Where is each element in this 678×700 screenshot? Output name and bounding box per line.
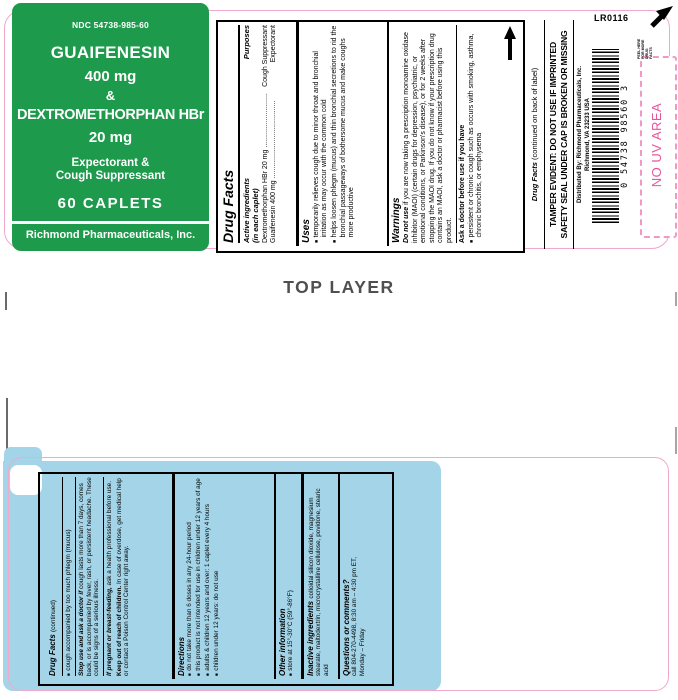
cut-mark (675, 427, 677, 454)
rule (103, 477, 104, 676)
keep-away-paragraph (116, 477, 131, 676)
distributor-line-2: Richmond, VA 23233 USA (584, 97, 591, 172)
pregnant-paragraph (106, 477, 114, 676)
stop-use-text: cough lasts more than 7 days, comes back, or is accompanied by fever, rash, or persistent headache. These could be signs of a serious illness. (77, 477, 101, 676)
keep-away-text: In case of overdose, get medical help or contact a Poison Control Center right away. (115, 478, 131, 676)
top-layer-caption: TOP LAYER (283, 277, 395, 297)
inactive-ingredients-text: colloidal silicon dioxide, magnesium stearate, maltodextrin, microcrystalline cellulose, povidone, stearic acid (307, 488, 330, 676)
directions-item (195, 477, 203, 676)
purposes-heading: Purposes (241, 25, 251, 60)
barcode-number: 0 54738 98560 3 (620, 84, 630, 188)
bullet-icon: ■ (214, 673, 220, 676)
peel-line: FACTS (649, 47, 654, 59)
pregnant-lead: If pregnant or breast-feeding, (105, 585, 113, 676)
back-continued-rest: (continued) (50, 600, 57, 632)
drug-facts-actives-section (218, 22, 296, 246)
back-drug-facts-box (38, 472, 394, 686)
cut-mark (6, 398, 8, 451)
directions-text: adults & children 12 years and over: 1 caplet every 4 hours (204, 504, 212, 671)
storage-item (287, 477, 295, 676)
bullet-icon: ■ (288, 673, 293, 676)
rule (573, 20, 574, 249)
bullet-icon: ■ (332, 239, 339, 243)
bullet-icon: ■ (468, 239, 475, 243)
active-name: Guaifenesin 400 mg (270, 180, 278, 243)
ndc-code: NDC 54738-985-60 (72, 20, 149, 30)
arrow-head (504, 26, 516, 39)
bullet-icon: ■ (313, 239, 320, 243)
active-row (270, 25, 279, 243)
continued-lead: Drug Facts (530, 159, 539, 202)
directions-text: do not take more than 6 doses in any 24-hour period (185, 522, 193, 671)
ask-doctor-lead: Ask a doctor before use if you have (459, 124, 467, 243)
inactive-ingredients-section (304, 474, 338, 679)
peel-corner-arrow-icon (648, 6, 674, 35)
continued-rest: (continued on back of label) (530, 67, 539, 160)
barcode-bars (592, 49, 619, 223)
rule (544, 20, 545, 249)
inactive-ingredients-heading: Inactive ingredients (305, 598, 315, 676)
other-information-section (276, 474, 301, 679)
questions-heading: Questions or comments? (342, 579, 351, 676)
divider-rule (12, 221, 209, 224)
warnings-section (389, 22, 515, 246)
questions-days: Monday – Friday (358, 628, 366, 676)
peel-direction-arrow-icon (504, 26, 516, 60)
continued-note-strip (527, 20, 543, 249)
dot-leader: ............................ (261, 93, 269, 148)
drug-class-2: Cough Suppressant (55, 170, 166, 182)
directions-item (213, 477, 221, 676)
strength-1: 400 mg (84, 68, 137, 85)
bullet-icon: ■ (186, 673, 192, 676)
drug-facts-panel (216, 20, 525, 253)
ask-doctor-item (468, 25, 485, 243)
active-name: Dextromethorphan HBr 20 mg (261, 149, 269, 243)
active-row (262, 25, 271, 243)
questions-section (340, 474, 384, 679)
drug-class-1: Expectorant & (71, 157, 150, 169)
ampersand: & (105, 88, 116, 103)
directions-text: this product is not intended for use in children under 12 years of age (194, 478, 202, 671)
other-information-heading: Other information (278, 608, 287, 676)
cut-mark (5, 292, 7, 310)
directions-item (186, 477, 194, 676)
directions-item (204, 477, 212, 676)
bullet-icon: ■ (195, 673, 201, 676)
questions-phone: call 804-270-4498, 8:30 am – 4:30 pm ET, (351, 556, 358, 676)
caplet-count: 60 CAPLETS (57, 195, 164, 212)
uses-text: helps loosen phlegm (mucus) and thin bronchial secretions to rid the bronchial passageways of bothersome mucus and make coughs more productive (331, 25, 356, 238)
back-continued-lead: Drug Facts (48, 631, 57, 676)
peel-line: DRUG (645, 48, 650, 59)
keep-away-lead: Keep out of reach of children. (115, 584, 123, 676)
distributor-strip (576, 20, 591, 249)
strength-2: 20 mg (88, 129, 133, 146)
front-brand-panel (12, 3, 209, 251)
active-purpose: Cough Suppressant (261, 25, 269, 87)
active-ingredients-heading: Active ingredients (241, 177, 251, 243)
drug-name-2: DEXTROMETHORPHAN HBr (17, 107, 204, 123)
lot-code: LR0116 (594, 13, 629, 23)
no-uv-area-box (640, 56, 677, 238)
tamper-line-1: TAMPER EVIDENT: DO NOT USE IF IMPRINTED (548, 42, 558, 227)
storage-text: store at 15°-30°C (59°-86°F) (287, 590, 294, 671)
directions-text: children under 12 years: do not use (213, 570, 221, 671)
ask-doctor-text: persistent or chronic cough such as occurs with smoking, asthma, chronic bronchitis, or emphysema (467, 33, 484, 238)
uses-section (299, 22, 387, 246)
directions-section (175, 474, 274, 679)
uses-text: temporarily relieves cough due to minor throat and bronchial irritation as may occur with the common cold (312, 51, 329, 238)
drug-facts-title: Drug Facts (220, 169, 236, 243)
uses-item (313, 25, 330, 243)
phlegm-text: cough accompanied by too much phlegm (mucus) (65, 529, 72, 671)
rule (456, 25, 457, 243)
do-not-use-text: if you are now taking a prescription monoamine oxidase inhibitor (MAOI) (certain drugs for depression, psychiatric, or emotional conditions, or Parkinson's disease), or for 2 weeks after stopping the MAOI drug. If you do not know if your prescription drug contains an MAOI, ask a doctor or pharmacist before using this product. (403, 32, 453, 243)
stop-use-paragraph (78, 477, 101, 676)
tamper-evident-strip (547, 20, 572, 249)
company-name: Richmond Pharmaceuticals, Inc. (25, 228, 196, 241)
rule (75, 477, 76, 676)
do-not-use-paragraph (403, 25, 454, 243)
upc-barcode (592, 46, 634, 220)
continued-warnings-section (40, 474, 172, 679)
tamper-line-2: SAFETY SEAL UNDER CAP IS BROKEN OR MISSING (559, 30, 570, 239)
directions-heading: Directions (176, 636, 186, 676)
rule (238, 25, 240, 243)
dot-leader: ........................................ (270, 100, 278, 179)
stop-use-lead: Stop use and ask a doctor if (77, 588, 85, 676)
pregnant-text: ask a health professional before use. (105, 481, 113, 586)
distributor-line-1: Distributed By: Richmond Pharmaceuticals, Inc. (577, 65, 583, 204)
phlegm-item (65, 477, 73, 676)
no-uv-area-label: NO UV AREA (649, 102, 664, 188)
bullet-icon: ■ (66, 673, 71, 676)
warnings-heading: Warnings (391, 197, 402, 243)
uses-heading: Uses (300, 219, 312, 243)
rule (62, 477, 63, 676)
per-caplet-note: (in each caplet) (250, 188, 260, 243)
peel-line: FOR MORE (641, 39, 646, 59)
active-purpose: Expectorant (270, 25, 278, 63)
cut-mark (675, 292, 677, 306)
bullet-icon: ■ (205, 673, 211, 676)
do-not-use-lead: Do not use (403, 204, 410, 243)
uses-item (331, 25, 357, 243)
peel-line: PEEL HERE (637, 38, 641, 59)
drug-name-1: GUAIFENESIN (50, 43, 171, 62)
arrow-stem (508, 39, 512, 60)
